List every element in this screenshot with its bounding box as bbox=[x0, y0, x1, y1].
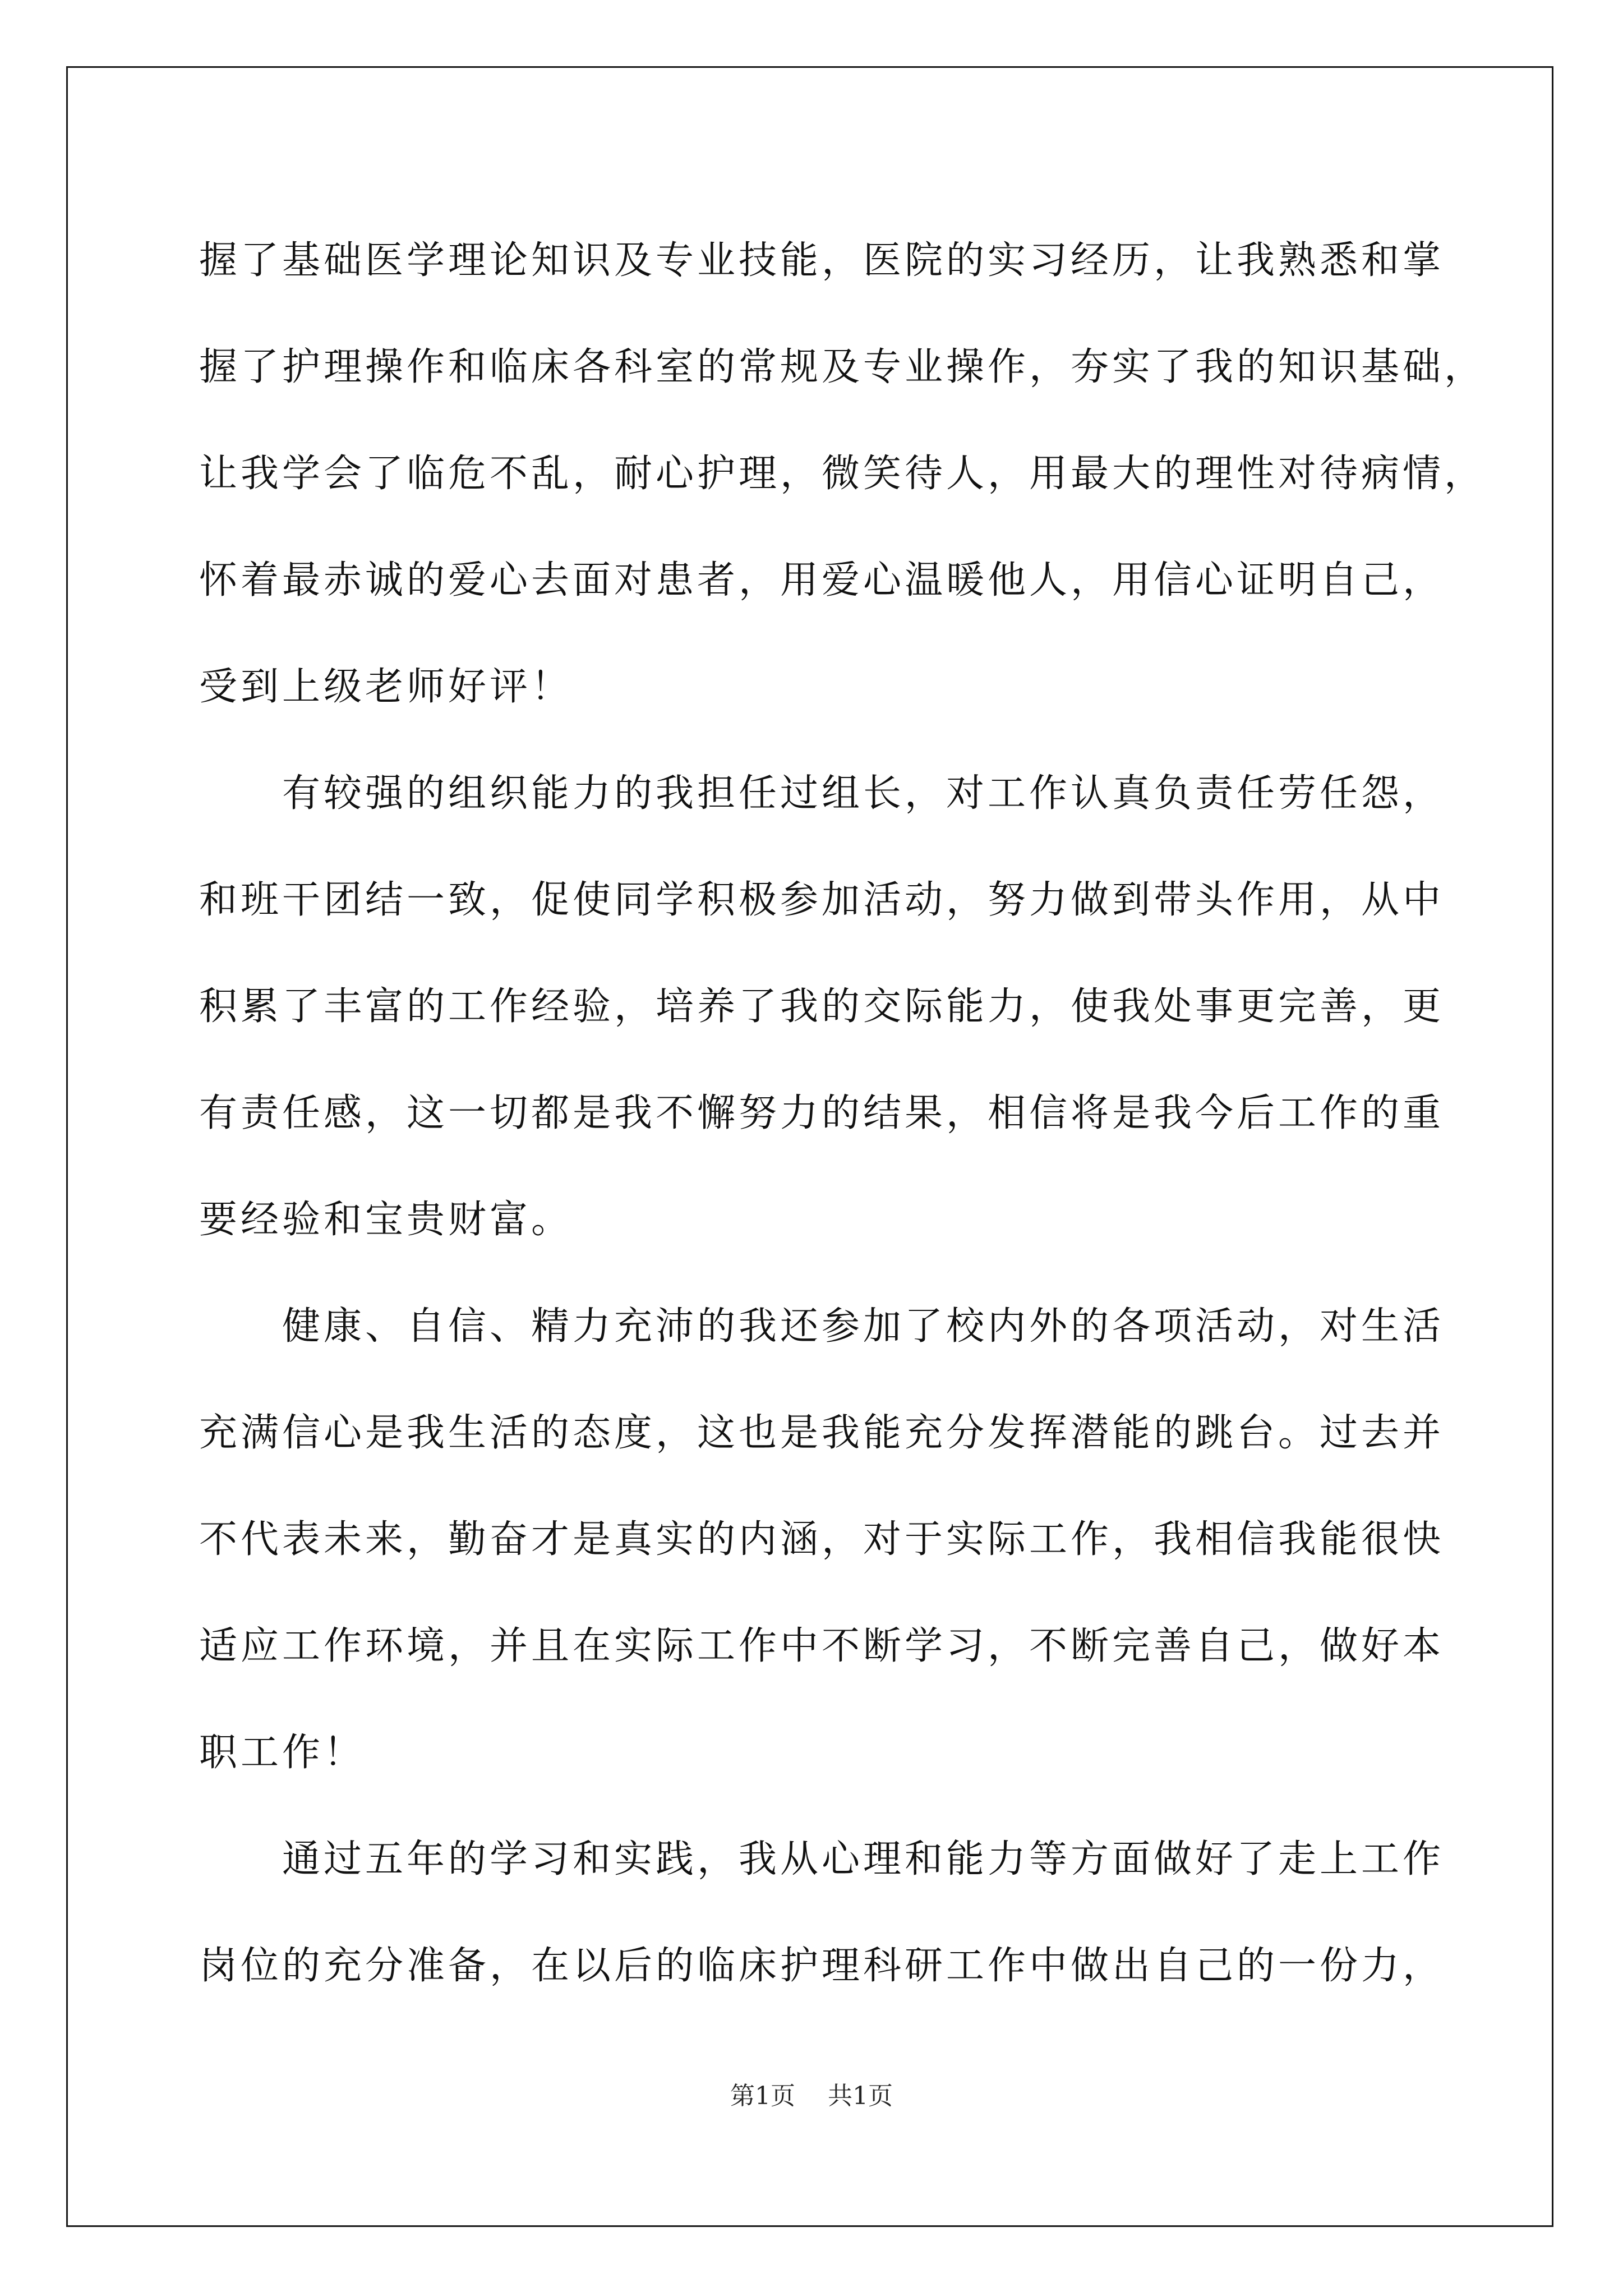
text-line: 积累了丰富的工作经验，培养了我的交际能力，使我处事更完善，更 bbox=[199, 984, 1445, 1029]
page-number: 第1页 bbox=[730, 2082, 795, 2110]
text-line: 有责任感，这一切都是我不懈努力的结果，相信将是我今后工作的重 bbox=[199, 1091, 1445, 1135]
text-line: 不代表未来，勤奋才是真实的内涵，对于实际工作，我相信我能很快 bbox=[199, 1517, 1445, 1562]
text-line: 握了护理操作和临床各科室的常规及专业操作，夯实了我的知识基础， bbox=[199, 345, 1486, 389]
text-line: 充满信心是我生活的态度，这也是我能充分发挥潜能的跳台。过去并 bbox=[199, 1411, 1445, 1455]
text-line: 健康、自信、精力充沛的我还参加了校内外的各项活动，对生活 bbox=[199, 1304, 1445, 1349]
text-line: 受到上级老师好评！ bbox=[199, 665, 573, 709]
page-footer bbox=[0, 2076, 1623, 2111]
page-total: 共1页 bbox=[828, 2082, 893, 2110]
text-line: 和班干团结一致，促使同学积极参加活动，努力做到带头作用，从中 bbox=[199, 878, 1445, 922]
document-body bbox=[199, 208, 1486, 2019]
text-line: 让我学会了临危不乱，耐心护理，微笑待人，用最大的理性对待病情， bbox=[199, 452, 1486, 496]
text-line: 岗位的充分准备，在以后的临床护理科研工作中做出自己的一份力， bbox=[199, 1944, 1445, 1988]
text-line: 职工作！ bbox=[199, 1731, 366, 1775]
text-line: 要经验和宝贵财富。 bbox=[199, 1198, 573, 1242]
text-line: 怀着最赤诚的爱心去面对患者，用爱心温暖他人，用信心证明自己， bbox=[199, 558, 1445, 602]
text-line: 适应工作环境，并且在实际工作中不断学习，不断完善自己，做好本 bbox=[199, 1624, 1445, 1668]
text-line: 握了基础医学理论知识及专业技能，医院的实习经历，让我熟悉和掌 bbox=[199, 238, 1445, 283]
text-line: 有较强的组织能力的我担任过组长，对工作认真负责任劳任怨， bbox=[199, 771, 1445, 816]
text-line: 通过五年的学习和实践，我从心理和能力等方面做好了走上工作 bbox=[199, 1837, 1445, 1881]
